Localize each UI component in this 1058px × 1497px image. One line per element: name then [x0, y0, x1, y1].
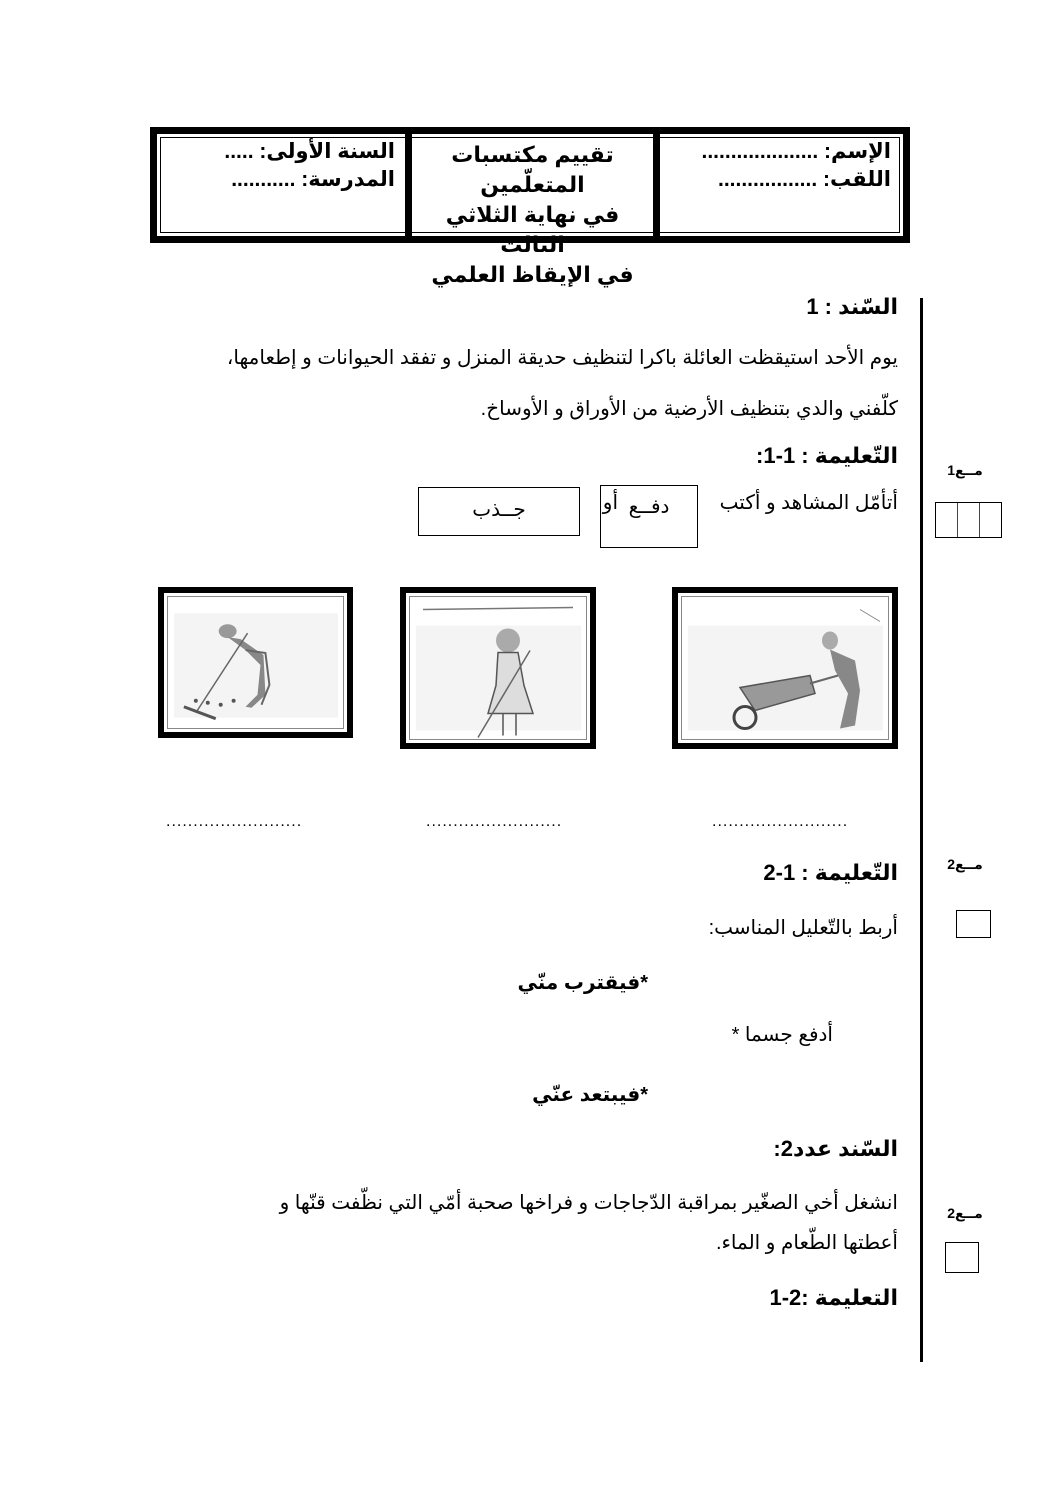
boy-raking-leaves-image [166, 595, 345, 730]
match-option-approach[interactable]: *فيقترب منّي [517, 972, 648, 994]
exam-title-line3: في الإيقاظ العلمي [431, 262, 634, 287]
picture-frame-wheelbarrow [672, 587, 898, 749]
instruction-2-1-title: التعليمة :2-1 [769, 1285, 898, 1310]
year-field[interactable]: السنة الأولى: ..... [224, 140, 395, 163]
instruction-1-2-text: أربط بالتّعليل المناسب: [708, 917, 898, 939]
criterion-1-score-grid [935, 502, 1002, 538]
push-option-label: دفــع [628, 496, 670, 518]
support2-line1: انشغل أخي الصغّير بمراقبة الدّجاجات و فراخها صحبة أمّي التي نظّفت قنّها و [279, 1192, 898, 1214]
class-info-cell [157, 134, 405, 236]
support1-line2: كلّفني والدي بتنظيف الأرضية من الأوراق و الأوساخ. [480, 398, 898, 420]
criterion-2a-score-box[interactable] [956, 910, 991, 938]
margin-divider-line [920, 298, 923, 1362]
exam-title-cell [405, 134, 653, 287]
school-field[interactable]: المدرسة: ........... [231, 168, 395, 191]
boy-pushing-wheelbarrow-image [680, 595, 890, 741]
criterion-2b-label: مــع2 [947, 1205, 983, 1221]
instruction-1-1-title: التّعليمة : 1-1: [756, 443, 898, 468]
answer-line-wheelbarrow[interactable]: ......................... [712, 813, 849, 830]
picture-frame-raking [158, 587, 353, 738]
criterion-2b-score-box[interactable] [945, 1242, 979, 1273]
surname-field[interactable]: اللقب: ................. [717, 168, 891, 191]
score-cell[interactable] [980, 503, 1001, 537]
header-table [150, 127, 910, 287]
support1-line1: يوم الأحد استيقظت العائلة باكرا لتنظيف حديقة المنزل و تفقد الحيوانات و إطعامها، [226, 347, 898, 369]
score-cell[interactable] [936, 503, 958, 537]
pull-option-box [418, 487, 580, 536]
or-connector: أو [602, 492, 618, 514]
student-info-cell [653, 134, 903, 236]
support2-title: السّند عدد2: [773, 1136, 898, 1161]
match-option-move-away[interactable]: *فيبتعد عنّي [532, 1084, 648, 1106]
score-cell[interactable] [958, 503, 980, 537]
criterion-2a-label: مــع2 [947, 856, 983, 872]
name-field[interactable]: الإسم: .................... [701, 140, 891, 163]
support1-title: السّند : 1 [806, 294, 898, 319]
instruction-1-2-title: التّعليمة : 1-2 [763, 860, 898, 885]
girl-sweeping-broom-image [408, 595, 588, 741]
exam-title-line2: في نهاية الثلاثي الثالث [445, 202, 620, 257]
answer-line-raking[interactable]: ......................... [166, 813, 303, 830]
instruction-1-1-text: أتأمّل المشاهد و أكتب [719, 492, 898, 514]
match-statement-push[interactable]: أدفع جسما * [731, 1024, 833, 1046]
answer-line-sweeping[interactable]: ......................... [426, 813, 563, 830]
picture-frame-sweeping [400, 587, 596, 749]
pull-option-label: جــذب [472, 499, 526, 521]
criterion-1-label: مــع1 [947, 462, 983, 478]
exam-title-line1: تقييم مكتسبات المتعلّمين [451, 142, 614, 197]
support2-line2: أعطتها الطّعام و الماء. [715, 1232, 898, 1254]
